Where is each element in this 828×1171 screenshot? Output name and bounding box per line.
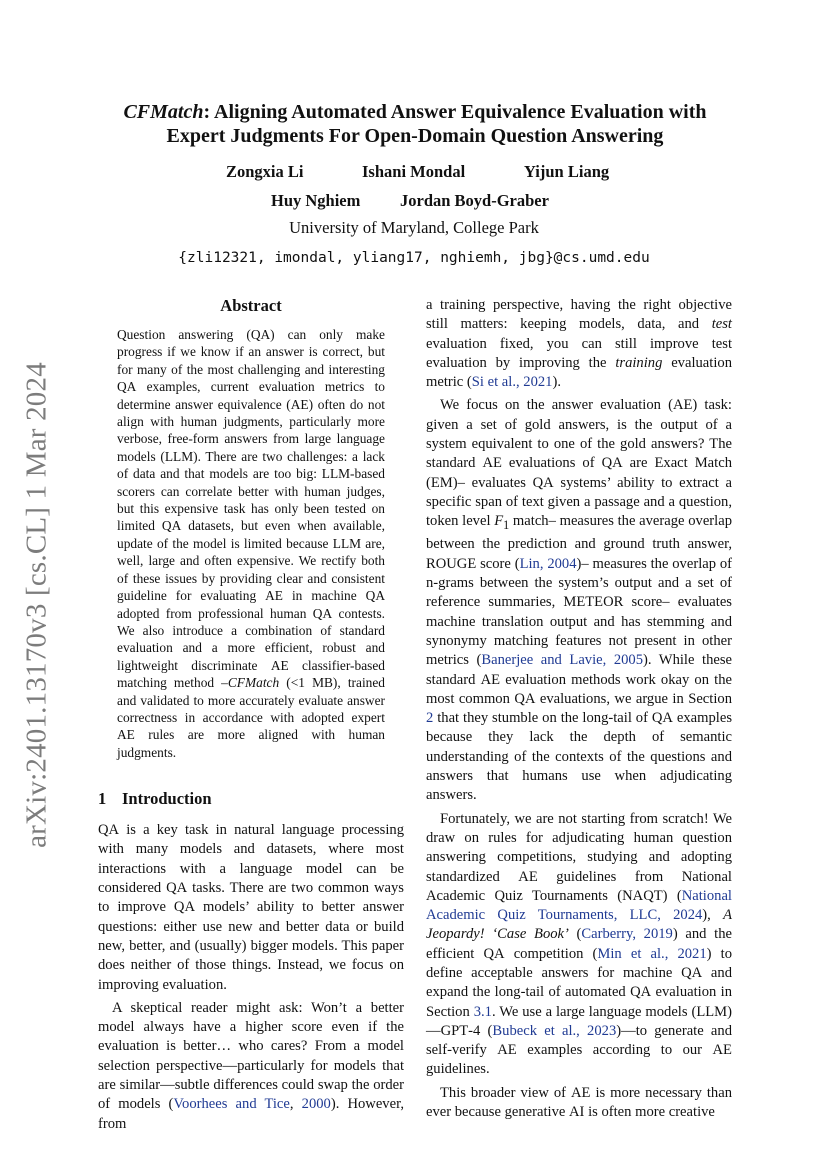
right-paragraph-broader-view: This broader view of AE is more necessary than ever because generative AI is often more creative [426,1084,732,1121]
author-affiliation: University of Maryland, College Park [289,218,539,237]
citation-link[interactable]: Banerjee and Lavie, 2005 [481,652,644,669]
citation-link[interactable]: Voorhees and Tice [173,1096,290,1113]
abstract-heading: Abstract [220,296,282,315]
right-paragraph-fortunately: Fortunately, we are not starting from scratch! We draw on rules for adjudicating human question answering competitions, studying and adopting standardized AE guidelines from National Academic Quiz Tournaments (NAQT) (National Academic Quiz Tournaments, LLC, 2024), A Jeopardy! ‘Case Book’ (Carberry, 2019) and the efficient QA competition (Min et al., 2021) to define acceptable answers for machine QA and expand the long-tail of automated QA evaluation in Section 3.1. We use a large language models (LLM)—GPT-4 (Bubeck et al., 2023)—to generate and self-verify AE examples according to our AE guidelines. [426,810,733,1078]
right-paragraph-continuation: a training perspective, having the right objective still matters: keeping models, data, and test evaluation fixed, you can still improve test evaluation by improving the training evaluation metric (Si et al., 2021). [426,297,732,391]
arxiv-sidebar-stamp [20,362,53,848]
section-reference-link[interactable]: 2 [426,710,434,727]
author-name: Huy Nghiem [271,191,361,210]
author-name: Yijun Liang [524,162,610,181]
author-name: Ishani Mondal [362,162,466,181]
intro-paragraph-1: QA is a key task in natural language processing with many models and datasets, where most interactions with a language model can be considered QA tasks. There are two common ways to improve QA models’ ability to better answer questions: either use new and better data or build new, better, and (usually) bigger models. This paper does neither of those things. Instead, we focus on improving evaluation. [98,822,404,993]
right-column [426,296,732,1122]
section-number: 1 [98,789,107,809]
citation-link[interactable]: Carberry, 2019 [581,926,673,943]
abstract-body: Question answering (QA) can only make progress if we know if an answer is correct, but for many of the most challenging and interesting QA examples, current evaluation metrics to determine answer equivalence (AE) often do not align with human judgments, particularly more verbose, free-form answers from large language models (LLM). There are two challenges: a lack of data and that models are too big: LLM-based scorers can correlate better with human judges, but this expensive task has only been tested on limited QA datasets, but even when available, update of the model is limited because LLM are, well, large and often expensive. We rectify both of these issues by providing clear and consistent guideline for evaluating AE in machine QA adopted from professional human QA contests. We also introduce a combination of standard evaluation and a more efficient, robust and lightweight discriminate AE classifier-based matching method –CFMatch (<1 MB), trained and validated to more accurately evaluate answer correctness in accordance with adopted expert AE rules are more aligned with human judgments. [117,327,385,760]
author-name: Jordan Boyd-Graber [400,191,549,210]
citation-link[interactable]: Bubeck et al., 2023 [492,1022,617,1039]
intro-paragraph-2: A skeptical reader might ask: Won’t a better model always have a higher score even if the evaluation is better… who cares? From a model selection perspective—particularly for models that are similar—subtle differences could swap the order of models (Voorhees and Tice, 2000). However, from [98,999,404,1132]
section-reference-link[interactable]: 3.1 [473,1003,492,1020]
citation-link[interactable]: National Academic Quiz Tournaments, LLC, 2024 [426,887,732,924]
author-name: Zongxia Li [226,162,304,181]
title-line2: Expert Judgments For Open-Domain Question Answering [166,125,664,147]
title-line1: : Aligning Automated Answer Equivalence Evaluation with [203,101,707,123]
citation-link[interactable]: Lin, 2004 [519,555,577,572]
arxiv-identifier: arXiv:2401.13170v3 [cs.CL] 1 Mar 2024 [20,362,53,848]
citation-link[interactable]: 2000 [301,1096,331,1113]
section-heading-introduction [98,789,404,809]
section-title: Introduction [122,789,212,809]
title-method-name: CFMatch [123,101,204,123]
paper-title [90,100,740,148]
author-emails: {zli12321, imondal, yliang17, nghiemh, jbg}@cs.umd.edu [178,250,650,266]
citation-link[interactable]: Min et al., 2021 [597,945,707,962]
right-paragraph-answer-evaluation: We focus on the answer evaluation (AE) task: given a set of gold answers, is the output of a system equivalent to one of the gold answers? The standard AE evaluations of QA are Exact Match (EM)– evaluates QA systems’ ability to extract a specific span of text given a passage and a question, token level $F_1$ match– measures the average overlap between the prediction and ground truth answer, ROUGE score (Lin, 2004)– measures the overlap of n-grams between the system’s output and a set of reference summaries, METEOR score– evaluates machine translation output and has stemming and synonymy matching features not present in other metrics (Banerjee and Lavie, 2005). While these standard AE evaluation methods work okay on the most common QA evaluations, we argue in Section 2 that they stumble on the long-tail of QA examples because they lack the depth of semantic understanding of the contexts of the questions and answers that humans use when adjudicating answers. [426,397,733,804]
citation-link[interactable]: Si et al., 2021 [471,374,553,391]
left-column [98,296,404,1134]
